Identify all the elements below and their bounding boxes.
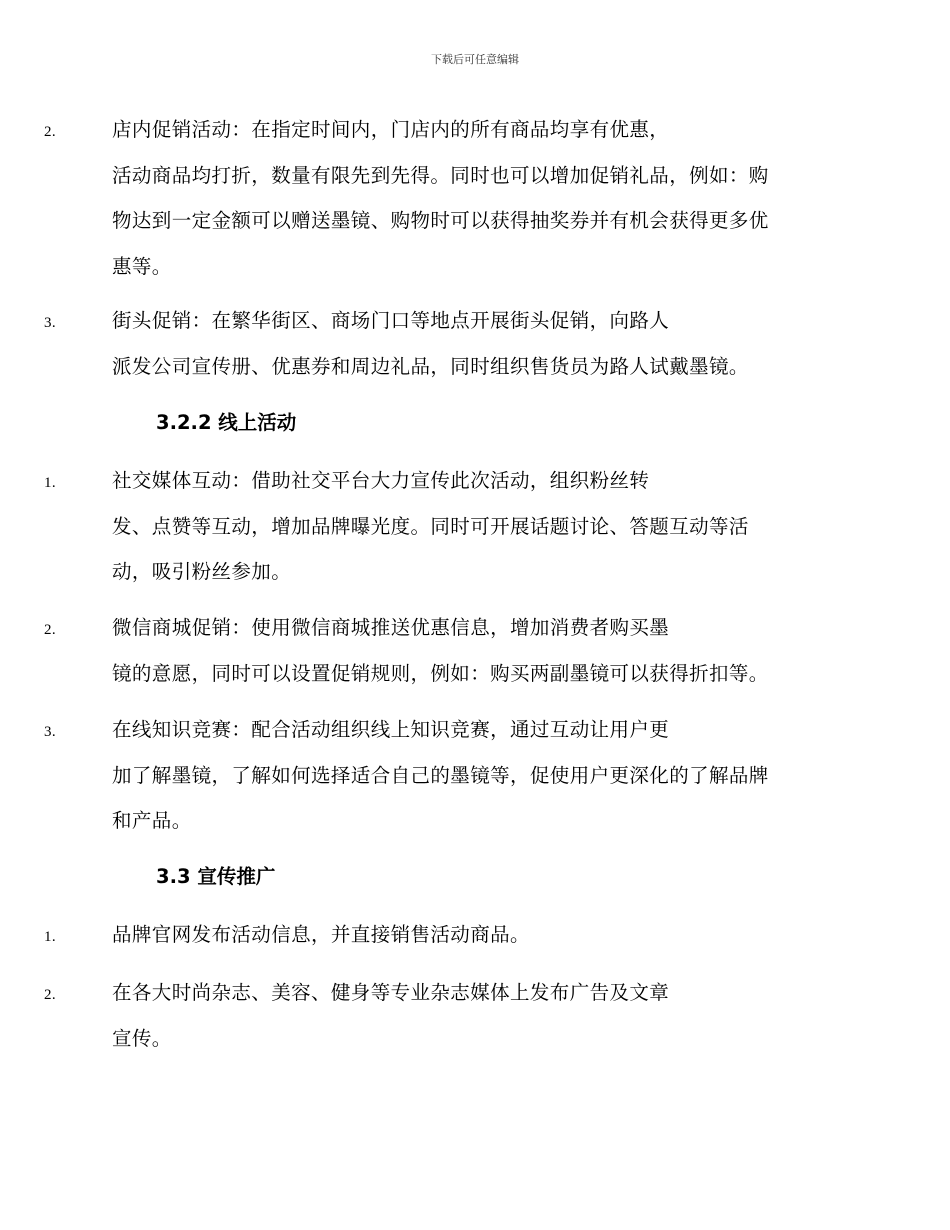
list-item [44,707,836,844]
list-item-line: 动，吸引粉丝参加。 [112,560,292,583]
page-header: 下载后可任意编辑 [431,53,519,66]
list-item-line: 镜的意愿，同时可以设置促销规则，例如：购买两副墨镜可以获得折扣等。 [112,661,769,685]
list-item-line: 发、点赞等互动，增加品牌曝光度。同时可开展话题讨论、答题互动等活 [112,514,749,538]
list-item-line: 和产品。 [112,809,192,832]
list-item [44,107,836,289]
section-heading: 3.3 宣传推广 [156,865,276,888]
list-item-line: 派发公司宣传册、优惠券和周边礼品，同时组织售货员为路人试戴墨镜。 [112,354,749,378]
list-item-first-line: 1. 品牌官网发布活动信息，并直接销售活动商品。 [112,912,836,958]
list-item-first-line: 1. 社交媒体互动：借助社交平台大力宣传此次活动，组织粉丝转 [112,458,836,504]
list-item-line: 加了解墨镜，了解如何选择适合自己的墨镜等，促使用户更深化的了解品牌 [112,763,769,787]
section-heading: 3.2.2 线上活动 [156,411,297,434]
list-number: 2. [44,124,57,140]
list-number: 3. [44,315,57,331]
list-number: 3. [44,724,57,740]
list-item-first-line: 3. 在线知识竞赛：配合活动组织线上知识竞赛，通过互动让用户更 [112,707,836,753]
list-item-first-line: 2. 在各大时尚杂志、美容、健身等专业杂志媒体上发布广告及文章 [112,970,836,1016]
list-item [44,970,836,1061]
list-item-line: 活动商品均打折，数量有限先到先得。同时也可以增加促销礼品，例如：购 [112,163,769,187]
list-item [44,458,836,595]
list-item [44,605,836,696]
list-item [44,298,836,389]
list-number: 2. [44,622,57,638]
list-item-first-line: 3. 街头促销：在繁华街区、商场门口等地点开展街头促销，向路人 [112,298,836,344]
list-item-first-line: 2. 店内促销活动：在指定时间内，门店内的所有商品均享有优惠， [112,107,836,153]
list-item-line: 物达到一定金额可以赠送墨镜、购物时可以获得抽奖券并有机会获得更多优 [112,209,769,232]
list-number: 1. [44,475,57,491]
list-item-first-line: 2. 微信商城促销：使用微信商城推送优惠信息，增加消费者购买墨 [112,605,836,651]
list-number: 1. [44,929,57,945]
list-item [44,912,836,958]
list-number: 2. [44,987,57,1003]
list-item-line: 惠等。 [112,254,172,278]
list-item-line: 宣传。 [112,1026,172,1050]
